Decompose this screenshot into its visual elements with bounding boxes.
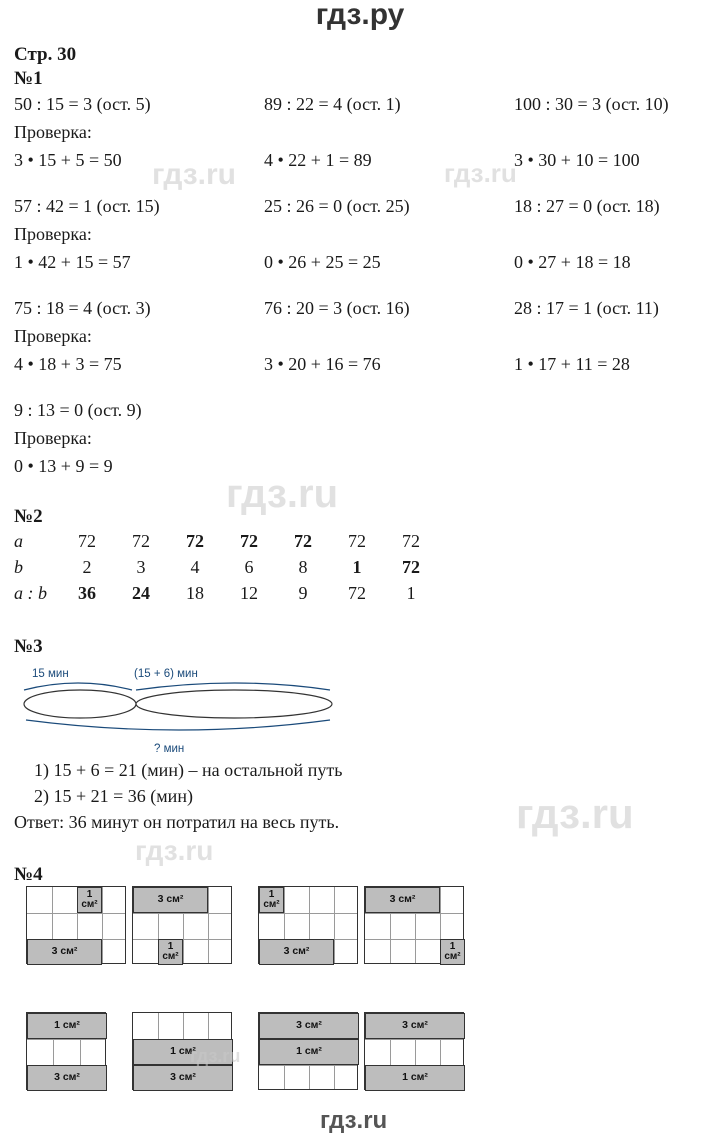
cell: 72 (78, 530, 96, 551)
watermark: гдз.ru (190, 1046, 241, 1066)
task-1-column (264, 192, 514, 276)
task-3-answer: Ответ: 36 минут он потратил на весь путь. (14, 812, 340, 832)
task-1-column (514, 90, 714, 174)
figure-8 (364, 1012, 464, 1090)
table-row (14, 580, 438, 606)
check-label (264, 220, 514, 248)
shade-label-2: 3 см² (133, 1065, 233, 1091)
cell: 72 (402, 530, 420, 551)
expression: 76 : 20 = 3 (ост. 16) (264, 298, 410, 318)
figure-5 (26, 1012, 106, 1090)
cell: 3 (136, 556, 146, 577)
table-row (14, 528, 438, 554)
diagram-left-label: 15 мин (32, 668, 69, 680)
expression: 9 : 13 = 0 (ост. 9) (14, 400, 142, 420)
row-label: b (14, 556, 23, 577)
page-number: Стр. 30 (14, 44, 77, 65)
watermark-footer: гдз.ru (320, 1107, 388, 1134)
shade-label-2: 3 см² (259, 939, 334, 965)
figure-4 (364, 886, 464, 964)
task-1-column (14, 192, 264, 276)
cell: 18 (186, 582, 204, 603)
check-label: Проверка: (14, 326, 92, 346)
cell: 72 (402, 556, 420, 577)
site-logo: гдз.ру (315, 0, 405, 31)
shade-label-2: 1 см² (158, 939, 183, 965)
cell: 4 (190, 556, 200, 577)
task-3-line-1: 1) 15 + 6 = 21 (мин) – на остальной путь (34, 760, 343, 780)
cell: 72 (240, 530, 258, 551)
shade-label-2: 3 см² (27, 1065, 107, 1091)
diagram-total-label: ? мин (154, 743, 185, 755)
check-expression: 0 • 13 + 9 = 9 (14, 456, 113, 476)
task-2-table (14, 528, 438, 606)
watermark: гдз.ru (516, 790, 634, 837)
check-expression: 3 • 15 + 5 = 50 (14, 150, 122, 170)
shade-label-1: 3 см² (365, 1013, 465, 1039)
diagram-right-label: (15 + 6) мин (134, 668, 198, 680)
expression: 89 : 22 = 4 (ост. 1) (264, 94, 401, 114)
task-4-title: №4 (14, 864, 43, 885)
expression: 50 : 15 = 3 (ост. 5) (14, 94, 151, 114)
watermark: гдз.ru (152, 158, 237, 191)
task-1-column (264, 294, 514, 378)
task-1-block (14, 192, 714, 276)
task-1-block (14, 90, 714, 174)
row-label: a (14, 530, 23, 551)
cell: 72 (348, 530, 366, 551)
watermark: гдз.ru (444, 158, 517, 188)
shade-label-2: 3 см² (27, 939, 102, 965)
figure-7 (258, 1012, 358, 1090)
check-label (514, 220, 714, 248)
task-1-block (14, 294, 714, 378)
cell: 1 (352, 556, 362, 577)
cell: 2 (82, 556, 92, 577)
check-expression: 4 • 18 + 3 = 75 (14, 354, 122, 374)
shade-label-1: 1 см² (77, 887, 102, 913)
cell: 36 (78, 582, 96, 603)
expression: 25 : 26 = 0 (ост. 25) (264, 196, 410, 216)
check-label: Проверка: (14, 122, 92, 142)
task-1-column (514, 294, 714, 378)
cell: 24 (132, 582, 150, 603)
shade-label-1: 3 см² (133, 887, 208, 913)
check-expression: 3 • 30 + 10 = 100 (514, 150, 640, 170)
cell: 1 (406, 582, 416, 603)
shade-label-1: 3 см² (259, 1013, 359, 1039)
check-label (264, 118, 514, 146)
check-label: Проверка: (14, 428, 92, 448)
watermark: гдз.ru (226, 472, 339, 516)
cell: 72 (348, 582, 366, 603)
task-1-title: №1 (14, 68, 43, 89)
expression: 28 : 17 = 1 (ост. 11) (514, 298, 659, 318)
task-1-block (14, 396, 714, 480)
task-1-column (14, 294, 264, 378)
shade-label-1: 1 см² (27, 1013, 107, 1039)
shade-label-1: 1 см² (133, 1039, 233, 1065)
cell: 72 (294, 530, 312, 551)
shade-label-2: 1 см² (440, 939, 465, 965)
figure-1 (26, 886, 126, 964)
expression: 75 : 18 = 4 (ост. 3) (14, 298, 151, 318)
task-1-column (514, 192, 714, 276)
figure-3 (258, 886, 358, 964)
check-expression: 4 • 22 + 1 = 89 (264, 150, 372, 170)
check-expression: 0 • 26 + 25 = 25 (264, 252, 381, 272)
check-label: Проверка: (14, 224, 92, 244)
expression: 100 : 30 = 3 (ост. 10) (514, 94, 669, 114)
check-expression: 1 • 17 + 11 = 28 (514, 354, 630, 374)
check-label (514, 118, 714, 146)
check-expression: 3 • 20 + 16 = 76 (264, 354, 381, 374)
expression: 18 : 27 = 0 (ост. 18) (514, 196, 660, 216)
cell: 9 (298, 582, 308, 603)
task-1-column (14, 90, 264, 174)
task-1-column (14, 396, 264, 480)
check-expression: 1 • 42 + 15 = 57 (14, 252, 131, 272)
task-2-title: №2 (14, 506, 43, 527)
shade-label-1: 3 см² (365, 887, 440, 913)
cell: 72 (186, 530, 204, 551)
task-1-column (264, 90, 514, 174)
table-row (14, 554, 438, 580)
figure-6 (132, 1012, 232, 1090)
shade-label-2: 1 см² (259, 1039, 359, 1065)
cell: 12 (240, 582, 258, 603)
cell: 8 (298, 556, 308, 577)
task-3-title: №3 (14, 636, 43, 657)
row-label: a : b (14, 582, 47, 603)
check-label (514, 322, 714, 350)
task-3-diagram (14, 660, 374, 755)
cell: 72 (132, 530, 150, 551)
check-expression: 0 • 27 + 18 = 18 (514, 252, 631, 272)
task-1-body (14, 90, 714, 480)
expression: 57 : 42 = 1 (ост. 15) (14, 196, 160, 216)
watermark: гдз.ru (135, 835, 214, 866)
figure-2 (132, 886, 232, 964)
check-label (264, 322, 514, 350)
shade-label-2: 1 см² (365, 1065, 465, 1091)
task-3-line-2: 2) 15 + 21 = 36 (мин) (34, 786, 193, 806)
cell: 6 (244, 556, 254, 577)
shade-label-1: 1 см² (259, 887, 284, 913)
